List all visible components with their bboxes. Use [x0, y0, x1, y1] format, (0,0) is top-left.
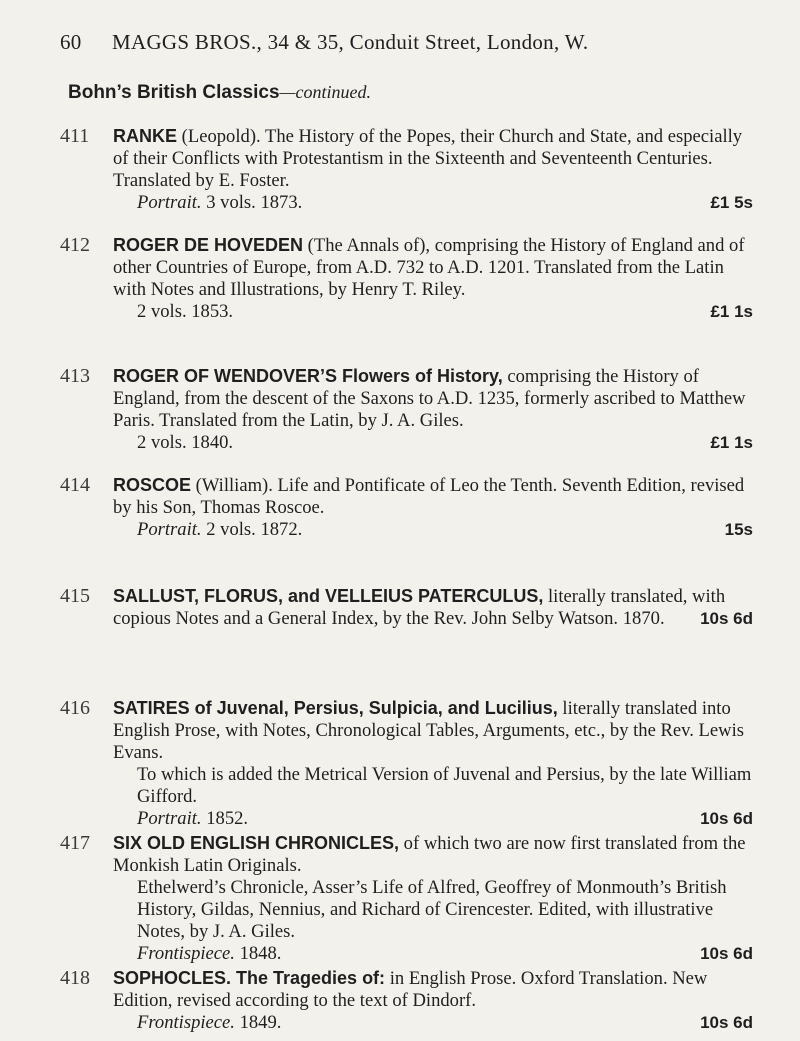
- entry-text: comprising the History of England, from the descent of the Saxons to A.D. 1235, formerly ascribed to Matthew Paris. Translated from the Latin, by J. A. Giles.: [113, 366, 746, 431]
- entry-detail: 1849.: [234, 1012, 282, 1033]
- entry-number: 411: [60, 125, 90, 147]
- entry-detail: 1870.: [622, 608, 665, 629]
- entry-text-continued: To which is added the Metrical Version of Juvenal and Persius, by the late William Gifford.: [137, 764, 752, 807]
- entry-number: 414: [60, 474, 90, 496]
- entry-price: 15s: [724, 520, 753, 539]
- section-title: [68, 82, 371, 104]
- entry-body: [113, 967, 753, 1034]
- entry-number: 412: [60, 234, 90, 256]
- entry-detail-line: [113, 301, 753, 323]
- entry-text: (The Annals of), comprising the History of England and of other Countries of Europe, from A.D. 732 to A.D. 1201. Translated from the Latin with Notes and Illustrations, by Henry T. Riley.: [113, 235, 745, 300]
- entry-heading: ROGER DE HOVEDEN: [113, 235, 304, 255]
- entry-body: [113, 234, 753, 323]
- entry-heading: SOPHOCLES. The Tragedies of:: [113, 968, 386, 988]
- entry-body: [113, 474, 753, 541]
- entry-detail-italic: Frontispiece.: [137, 943, 235, 964]
- entry-price: £1 5s: [710, 193, 753, 212]
- entry-text: in English Prose. Oxford Translation. New Edition, revised according to the text of Dindorf.: [113, 968, 708, 1011]
- entry-text: literally translated into English Prose, with Notes, Chronological Tables, Arguments, etc., by the Rev. Lewis Evans.: [113, 698, 744, 763]
- entry-detail-line: [623, 608, 665, 629]
- entry-detail-line: [113, 192, 753, 214]
- entry-price: £1 1s: [710, 302, 753, 321]
- entry-heading: SATIRES of Juvenal, Persius, Sulpicia, and Lucilius,: [113, 698, 558, 718]
- entry-text: literally translated, with copious Notes and a General Index, by the Rev. John Selby Watson.: [113, 586, 726, 629]
- section-title-text: Bohn’s British Classics: [68, 82, 280, 103]
- entry-price: £1 1s: [710, 433, 753, 452]
- entry-number: 415: [60, 585, 90, 607]
- entry-body: [113, 697, 753, 830]
- entry-text-continued: Ethelwerd’s Chronicle, Asser’s Life of Alfred, Geoffrey of Monmouth’s British History, Gildas, Nennius, and Richard of Cirencester. Edited, with illustrative Notes, by J. A. Giles.: [137, 877, 727, 942]
- running-head: [60, 30, 760, 55]
- entry-body: [113, 365, 753, 454]
- entry-text: (William). Life and Pontificate of Leo the Tenth. Seventh Edition, revised by his Son, Thomas Roscoe.: [113, 475, 745, 518]
- entry-price: 10s 6d: [700, 1013, 753, 1032]
- entry-price: 10s 6d: [700, 809, 753, 828]
- entry-text: of which two are now first translated from the Monkish Latin Originals.: [113, 833, 746, 876]
- entry-detail: 2 vols. 1840.: [137, 432, 234, 453]
- entry-detail-line: [113, 519, 753, 541]
- entry-detail: 1848.: [234, 943, 282, 964]
- entry-number: 417: [60, 832, 90, 854]
- entry-price: 10s 6d: [700, 944, 753, 963]
- entry-detail-italic: Portrait.: [137, 808, 202, 829]
- entry-heading: ROSCOE: [113, 475, 192, 495]
- entry-detail: 1852.: [201, 808, 249, 829]
- entry-heading: SIX OLD ENGLISH CHRONICLES,: [113, 833, 400, 853]
- entry-heading: ROGER OF WENDOVER’S Flowers of History,: [113, 366, 503, 386]
- entry-body: [113, 832, 753, 965]
- entry-heading: SALLUST, FLORUS, and VELLEIUS PATERCULUS,: [113, 586, 544, 606]
- entry-detail-line: [113, 808, 753, 830]
- entry-detail-line: [113, 432, 753, 454]
- entry-detail-line: [113, 943, 753, 965]
- entry-detail-line: [113, 1012, 753, 1034]
- entry-body: [113, 125, 753, 214]
- entry-detail-italic: Portrait.: [137, 519, 202, 540]
- entry-number: 416: [60, 697, 90, 719]
- entry-detail-italic: Portrait.: [137, 192, 202, 213]
- entry-heading: RANKE: [113, 126, 178, 146]
- entry-number: 418: [60, 967, 90, 989]
- entry-price: 10s 6d: [700, 609, 753, 628]
- publisher-line: MAGGS BROS., 34 & 35, Conduit Street, London, W.: [112, 30, 589, 54]
- entry-detail: 2 vols. 1853.: [137, 301, 234, 322]
- entry-body: [113, 585, 753, 630]
- entry-text: (Leopold). The History of the Popes, their Church and State, and especially of their Conflicts with Protestantism in the Sixteenth and Seventeenth Centuries. Translated by E. Foster.: [113, 126, 743, 191]
- entry-detail-italic: Frontispiece.: [137, 1012, 235, 1033]
- entry-detail: 2 vols. 1872.: [201, 519, 303, 540]
- entry-detail: 3 vols. 1873.: [201, 192, 303, 213]
- entry-number: 413: [60, 365, 90, 387]
- section-continued: —continued.: [279, 82, 372, 102]
- page-number: 60: [60, 30, 82, 54]
